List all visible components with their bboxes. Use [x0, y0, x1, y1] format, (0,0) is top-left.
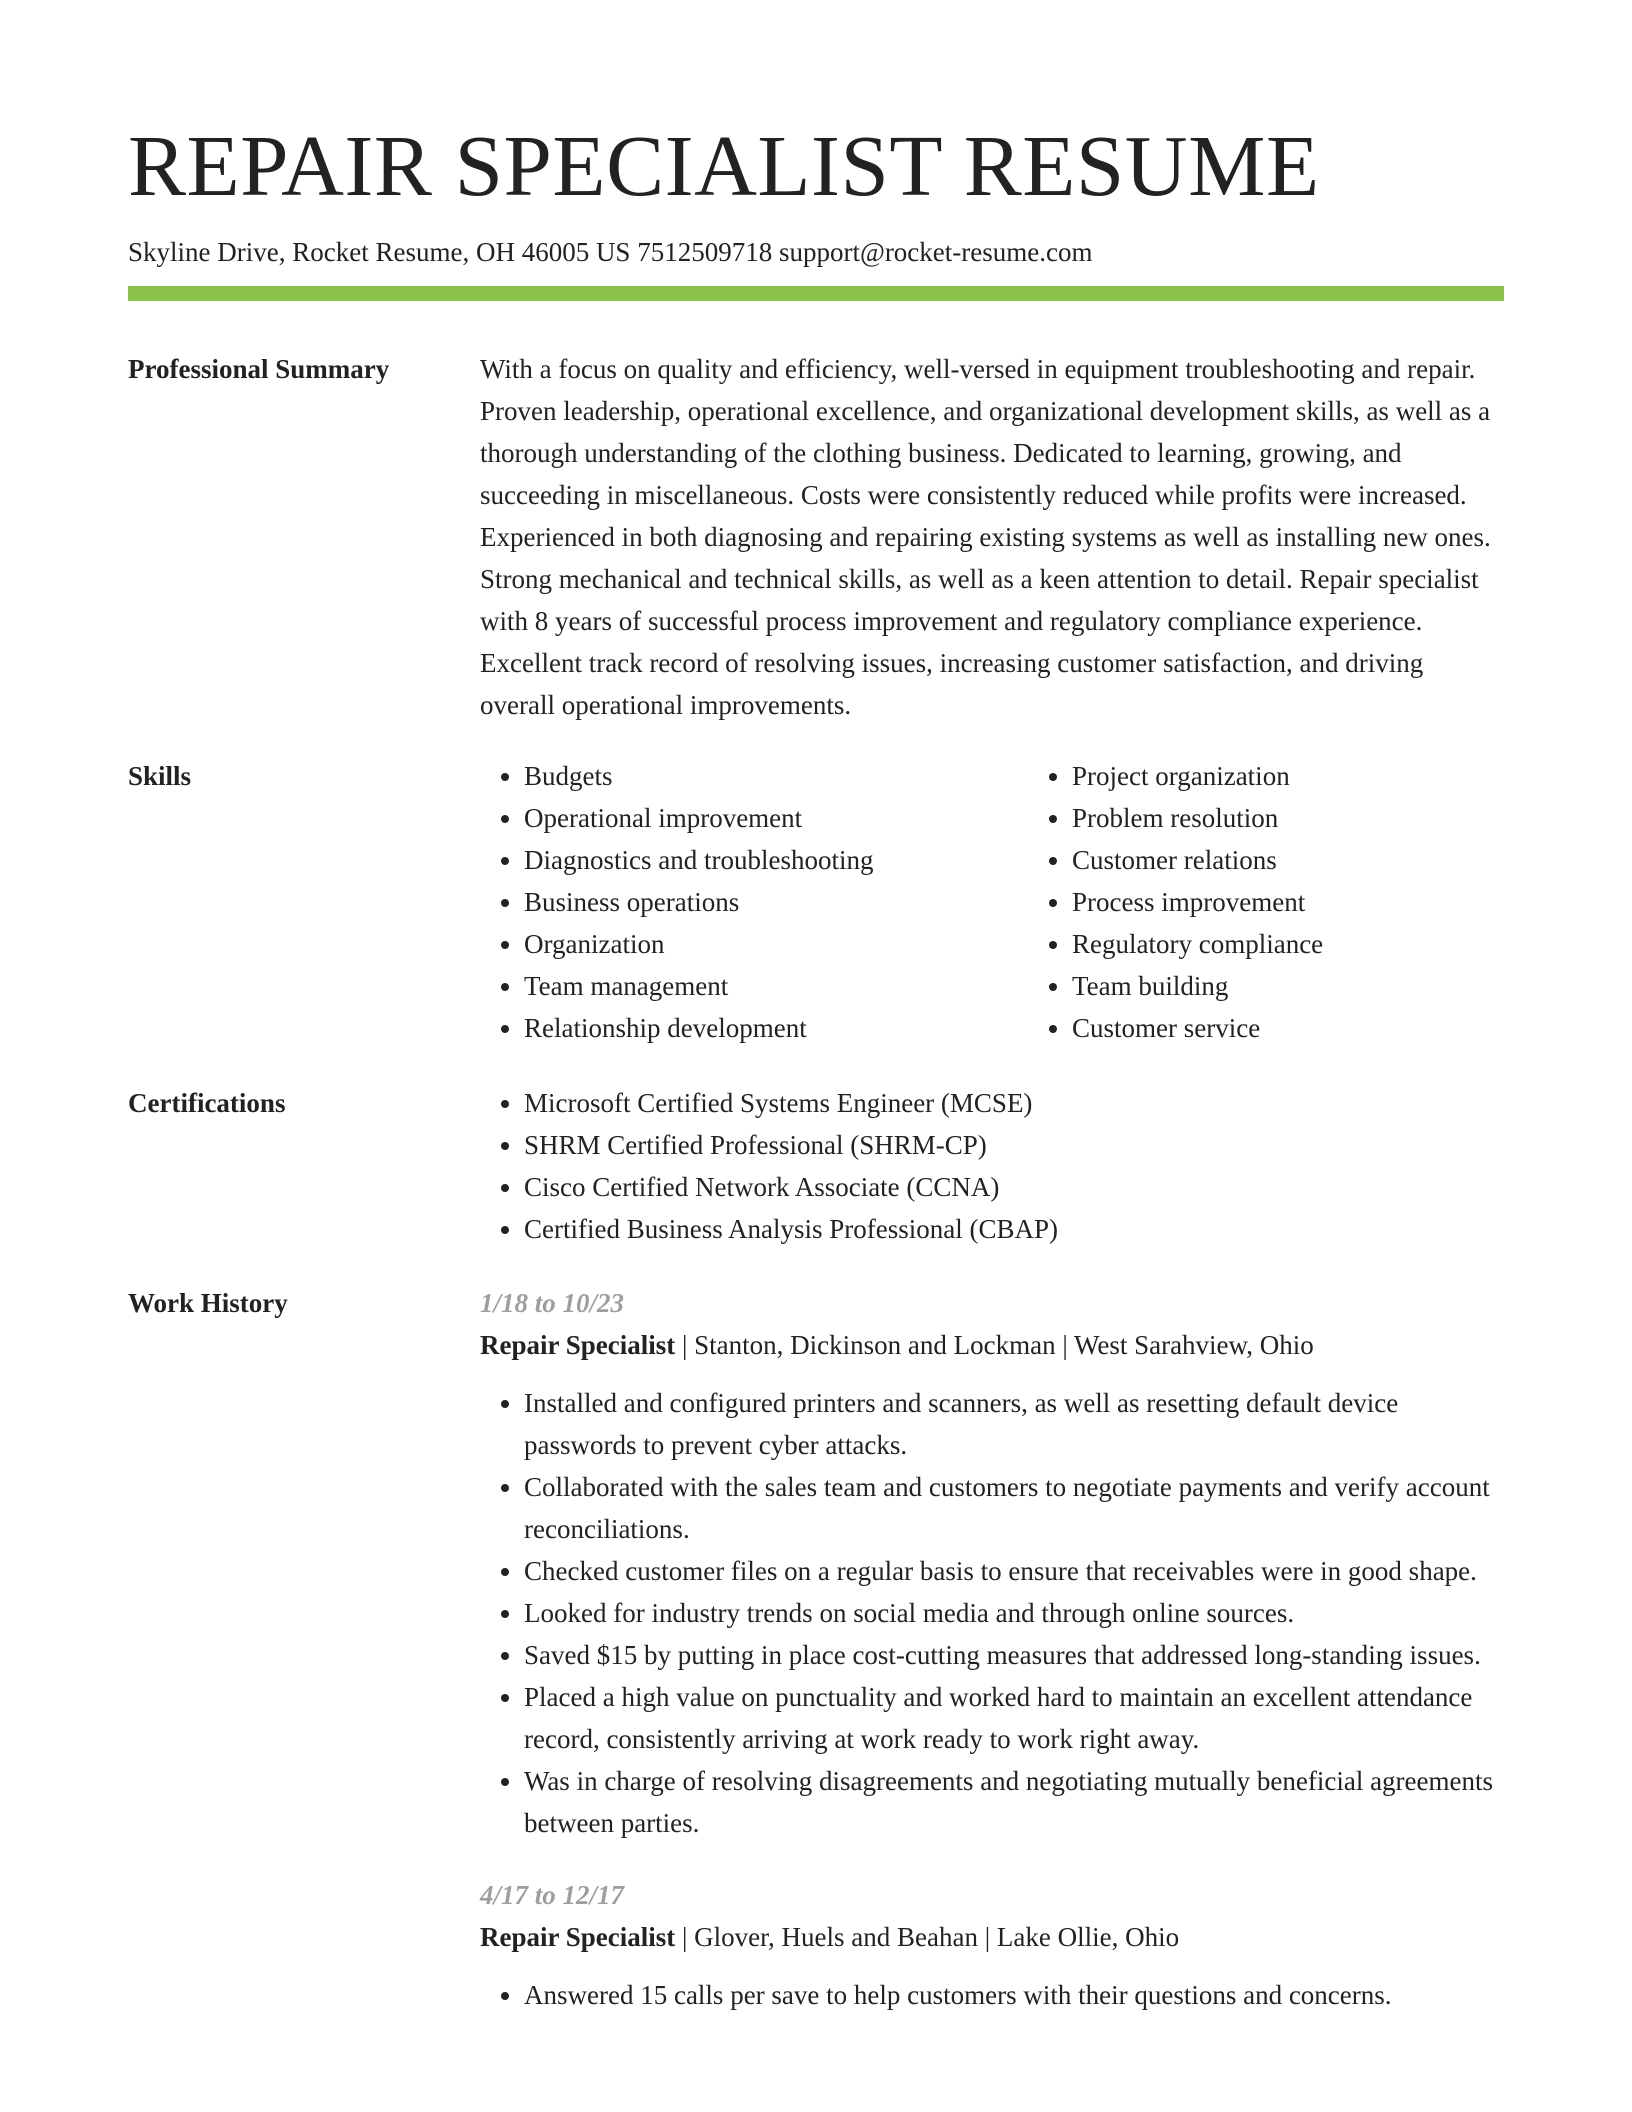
job-entry: [480, 1874, 1504, 2016]
skill-item: • Organization: [524, 923, 1028, 965]
skill-item: • Problem resolution: [1072, 797, 1532, 839]
job-entry: [480, 1282, 1504, 1844]
job-bullet: • Checked customer files on a regular basis to ensure that receivables were in good shape.: [524, 1550, 1504, 1592]
job-bullet: • Installed and configured printers and scanners, as well as resetting default device passwords to prevent cyber attacks.: [524, 1382, 1504, 1466]
section-professional-summary: [128, 348, 1504, 726]
skill-item: • Operational improvement: [524, 797, 1028, 839]
certification-item: • Microsoft Certified Systems Engineer (MCSE): [524, 1082, 1504, 1124]
section-label: Professional Summary: [128, 354, 390, 384]
job-heading: [480, 1916, 1504, 1958]
skill-item: • Process improvement: [1072, 881, 1532, 923]
skills-list-right: [1028, 755, 1532, 1049]
skill-item: • Regulatory compliance: [1072, 923, 1532, 965]
skill-item: • Team building: [1072, 965, 1532, 1007]
contact-line: Skyline Drive, Rocket Resume, OH 46005 US 7512509718 support@rocket-resume.com: [128, 236, 1093, 267]
section-body: [480, 348, 1504, 726]
job-bullet: • Placed a high value on punctuality and worked hard to maintain an excellent attendance record, consistently arriving at work ready to work right away.: [524, 1676, 1504, 1760]
job-dates: 1/18 to 10/23: [480, 1288, 625, 1318]
summary-text: With a focus on quality and efficiency, well-versed in equipment troubleshooting and repair. Proven leadership, operational excellence, and organizational development skills, as well as a thorough understanding of the clothing business. Dedicated to learning, growing, and succeeding in miscellaneous. Costs were consistently reduced while profits were increased. Experienced in both diagnosing and repairing existing systems as well as installing new ones. Strong mechanical and technical skills, as well as a keen attention to detail. Repair specialist with 8 years of successful process improvement and regulatory compliance experience. Excellent track record of resolving issues, increasing customer satisfaction, and driving overall operational improvements.: [480, 354, 1491, 720]
certification-item: • Cisco Certified Network Associate (CCNA): [524, 1166, 1504, 1208]
skill-item: • Customer relations: [1072, 839, 1532, 881]
section-body: [480, 1082, 1504, 1250]
certification-item: • Certified Business Analysis Professional (CBAP): [524, 1208, 1504, 1250]
section-work-history: [128, 1282, 1504, 2016]
section-label: Skills: [128, 761, 192, 791]
section-label: Certifications: [128, 1088, 286, 1118]
section-certifications: [128, 1082, 1504, 1250]
section-skills: [128, 755, 1504, 1049]
skill-item: • Diagnostics and troubleshooting: [524, 839, 1028, 881]
job-bullets: [480, 1974, 1504, 2016]
section-label: Work History: [128, 1288, 288, 1318]
skills-list-left: [480, 755, 1028, 1049]
job-employer-location: | Stanton, Dickinson and Lockman | West Sarahview, Ohio: [675, 1330, 1314, 1360]
certifications-list: [480, 1082, 1504, 1250]
certification-item: • SHRM Certified Professional (SHRM-CP): [524, 1124, 1504, 1166]
resume-header: [128, 118, 1504, 268]
job-bullet: • Was in charge of resolving disagreements and negotiating mutually beneficial agreements between parties.: [524, 1760, 1504, 1844]
job-role: Repair Specialist: [480, 1922, 676, 1952]
job-bullet: • Saved $15 by putting in place cost-cutting measures that addressed long-standing issues.: [524, 1634, 1504, 1676]
accent-divider: [128, 286, 1504, 301]
skill-item: • Project organization: [1072, 755, 1532, 797]
resume-title: REPAIR SPECIALIST RESUME: [128, 117, 1320, 214]
job-employer-location: | Glover, Huels and Beahan | Lake Ollie, Ohio: [675, 1922, 1180, 1952]
skill-item: • Relationship development: [524, 1007, 1028, 1049]
job-bullet: • Looked for industry trends on social media and through online sources.: [524, 1592, 1504, 1634]
job-role: Repair Specialist: [480, 1330, 676, 1360]
job-dates: 4/17 to 12/17: [480, 1880, 625, 1910]
job-bullet: • Answered 15 calls per save to help customers with their questions and concerns.: [524, 1974, 1504, 2016]
job-bullet: • Collaborated with the sales team and customers to negotiate payments and verify account reconciliations.: [524, 1466, 1504, 1550]
job-bullets: [480, 1382, 1504, 1844]
job-heading: [480, 1324, 1504, 1366]
section-body: [480, 1282, 1504, 2016]
skill-item: • Customer service: [1072, 1007, 1532, 1049]
skill-item: • Business operations: [524, 881, 1028, 923]
skills-columns: [480, 755, 1504, 1049]
skill-item: • Budgets: [524, 755, 1028, 797]
skill-item: • Team management: [524, 965, 1028, 1007]
